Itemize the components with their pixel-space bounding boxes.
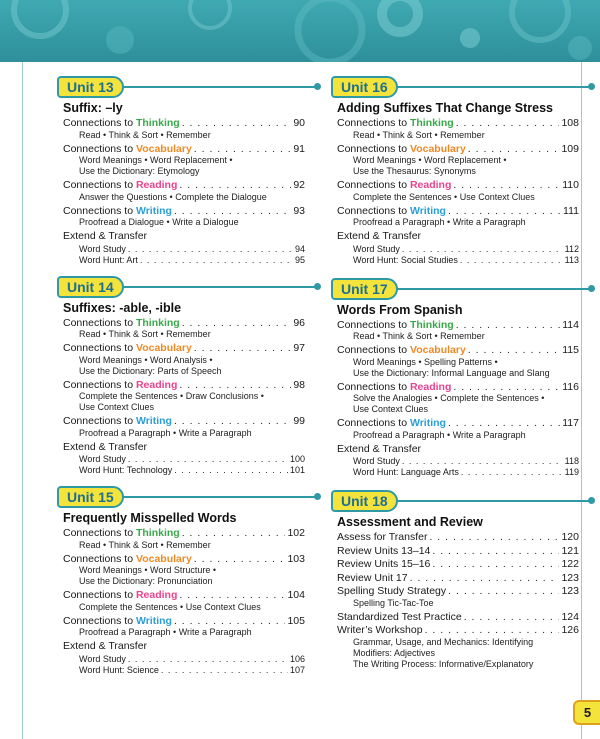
- toc-entry-description: Complete the Sentences • Use Context Clues: [79, 601, 261, 612]
- toc-entry-description: Use Context Clues: [353, 404, 429, 414]
- toc-entry[interactable]: [63, 527, 305, 540]
- unit-section: [63, 486, 305, 676]
- dot-leader: [174, 415, 291, 428]
- toc-entry-prefix: Word Hunt: Art: [79, 254, 138, 265]
- toc-entry-prefix: Connections to: [63, 316, 136, 329]
- toc-page-number: 122: [561, 558, 579, 570]
- toc-entry-prefix: Connections to: [63, 204, 136, 217]
- toc-entry-prefix: Connections to: [337, 417, 410, 429]
- toc-entry-prefix: Connections to: [337, 344, 410, 356]
- toc-page-number: 116: [562, 380, 579, 393]
- toc-entry-description: Read • Think & Sort • Remember: [79, 329, 211, 339]
- toc-entry-prefix: Connections to: [337, 142, 410, 155]
- toc-entry-description: Word Meanings • Spelling Patterns •: [353, 356, 498, 367]
- toc-entry-label: [337, 443, 421, 456]
- toc-entry[interactable]: [63, 205, 305, 218]
- dot-leader: [174, 465, 288, 476]
- toc-entry-description: Read • Think & Sort • Remember: [79, 129, 211, 140]
- dot-leader: [468, 143, 560, 156]
- toc-entry[interactable]: [63, 553, 305, 566]
- toc-entry[interactable]: [337, 443, 579, 456]
- toc-entry-prefix: Review Unit 17: [337, 571, 408, 584]
- toc-page-number: 96: [293, 316, 305, 329]
- toc-entry-prefix: Word Hunt: Science: [79, 664, 159, 675]
- toc-entry[interactable]: [63, 640, 305, 653]
- toc-entry-label: [79, 465, 172, 476]
- toc-entry-description: Read • Think & Sort • Remember: [353, 129, 485, 140]
- toc-page-number: 98: [293, 378, 305, 391]
- toc-entry[interactable]: [63, 589, 305, 602]
- toc-entry-prefix: Connections to: [63, 614, 136, 627]
- toc-entry-keyword: Vocabulary: [135, 342, 192, 354]
- unit-header-rule-end: [314, 83, 321, 90]
- toc-entry-description: Solve the Analogies • Complete the Sentences •: [353, 393, 545, 403]
- toc-entry-label: [63, 441, 147, 454]
- toc-page-number: 110: [562, 179, 579, 191]
- toc-subentry[interactable]: [337, 255, 579, 266]
- toc-subentry[interactable]: [63, 654, 305, 665]
- toc-entry-label: [337, 179, 451, 192]
- toc-entry-label: [353, 467, 459, 478]
- toc-page-number: 108: [561, 117, 579, 129]
- dot-leader: [128, 244, 293, 255]
- toc-subentry[interactable]: [63, 454, 305, 465]
- toc-entry-label: [337, 611, 462, 624]
- toc-entry-description: Modifiers: Adjectives: [353, 647, 436, 658]
- toc-entry-prefix: Standardized Test Practice: [337, 610, 462, 623]
- unit-header-rule-end: [588, 497, 595, 504]
- toc-entry[interactable]: [337, 624, 579, 637]
- dot-leader: [128, 654, 288, 665]
- toc-entry[interactable]: [63, 415, 305, 428]
- toc-entry-prefix: Spelling Study Strategy: [337, 585, 447, 597]
- toc-page-number: 119: [564, 467, 579, 477]
- right-column: [337, 76, 579, 672]
- toc-entry-label: [337, 624, 423, 637]
- toc-subentry[interactable]: [63, 465, 305, 476]
- toc-entry-description: Grammar, Usage, and Mechanics: Identifying: [353, 636, 534, 647]
- unit-header: [63, 276, 305, 298]
- dot-leader: [182, 527, 286, 540]
- unit-header-rule-end: [588, 83, 595, 90]
- toc-entry-prefix: Extend & Transfer: [337, 442, 422, 455]
- toc-page-number: 91: [293, 142, 305, 155]
- toc-entry-prefix: Extend & Transfer: [63, 230, 148, 242]
- toc-entry-label: [79, 665, 159, 676]
- toc-entry-label: [63, 117, 180, 130]
- dot-leader: [179, 589, 285, 602]
- toc-entry-label: [337, 230, 421, 243]
- toc-entry-prefix: Connections to: [63, 142, 136, 155]
- toc-entry-label: [337, 381, 451, 394]
- unit-section: [63, 76, 305, 266]
- toc-subentry[interactable]: [63, 255, 305, 266]
- toc-subentry[interactable]: [337, 456, 579, 467]
- toc-subentry[interactable]: [63, 244, 305, 255]
- toc-page-number: 121: [561, 544, 579, 557]
- toc-entry[interactable]: [337, 319, 579, 332]
- toc-entry-prefix: Assess for Transfer: [337, 531, 428, 543]
- toc-entry-prefix: Connections to: [63, 527, 136, 539]
- toc-entry-keyword: Vocabulary: [135, 142, 192, 155]
- toc-page-number: 105: [287, 614, 305, 627]
- unit-title: Words From Spanish: [337, 302, 463, 317]
- toc-entry[interactable]: [337, 205, 579, 218]
- unit-header-rule: [123, 86, 319, 88]
- toc-entry-description: Complete the Sentences • Use Context Clues: [353, 191, 535, 202]
- toc-entry-label: [63, 379, 177, 392]
- toc-entry-description: Read • Think & Sort • Remember: [353, 331, 485, 341]
- toc-entry-keyword: Reading: [409, 179, 452, 191]
- toc-entry-description: Word Meanings • Word Structure •: [79, 565, 217, 575]
- page-number-badge: 5: [573, 700, 600, 725]
- unit-header-rule: [397, 86, 593, 88]
- toc-entry[interactable]: [337, 417, 579, 430]
- toc-entry-prefix: Connections to: [63, 117, 136, 129]
- toc-entry-keyword: Writing: [135, 614, 172, 627]
- toc-page-number: 112: [564, 243, 579, 254]
- toc-page-number: 115: [562, 344, 579, 356]
- toc-subentry[interactable]: [63, 665, 305, 676]
- unit-header-rule-end: [314, 493, 321, 500]
- dot-leader: [464, 611, 560, 624]
- toc-entry[interactable]: [63, 342, 305, 355]
- toc-entry-prefix: Word Study: [353, 456, 400, 466]
- toc-entry-prefix: Extend & Transfer: [63, 640, 148, 652]
- toc-entry-prefix: Word Hunt: Technology: [79, 465, 173, 475]
- toc-entry-keyword: Reading: [409, 380, 452, 393]
- toc-entry-prefix: Review Units 15–16: [337, 558, 431, 570]
- toc-entry-label: [63, 230, 147, 243]
- toc-page-number: 111: [563, 204, 579, 217]
- toc-entry-prefix: Extend & Transfer: [63, 440, 148, 453]
- dot-leader: [429, 531, 559, 544]
- dot-leader: [174, 205, 291, 218]
- toc-entry-description: Use the Dictionary: Pronunciation: [79, 576, 213, 586]
- dot-leader: [194, 342, 292, 355]
- toc-entry-description: Proofread a Paragraph • Write a Paragraph: [79, 627, 252, 637]
- unit-header-rule-end: [314, 283, 321, 290]
- header-banner: [0, 0, 600, 62]
- left-column: [63, 76, 305, 676]
- dot-leader: [468, 344, 560, 357]
- toc-entry-label: [63, 589, 177, 602]
- toc-entry[interactable]: [63, 441, 305, 454]
- toc-entry-keyword: Writing: [409, 417, 446, 429]
- dot-leader: [453, 179, 560, 192]
- toc-entry[interactable]: [337, 143, 579, 156]
- toc-page-number: 114: [562, 318, 579, 331]
- toc-entry-label: [79, 454, 126, 465]
- unit-title: Adding Suffixes That Change Stress: [337, 101, 554, 115]
- toc-entry-label: [353, 244, 400, 255]
- dot-leader: [179, 179, 291, 192]
- toc-entry-description: Proofread a Paragraph • Write a Paragraph: [353, 429, 526, 440]
- toc-entry-description: Word Meanings • Word Replacement •: [353, 155, 507, 165]
- unit-header-rule: [397, 500, 593, 502]
- toc-entry-label: [79, 255, 138, 266]
- toc-entry-keyword: Reading: [135, 589, 178, 601]
- dot-leader: [174, 615, 286, 628]
- toc-entry-label: [337, 572, 408, 585]
- toc-entry[interactable]: [337, 611, 579, 624]
- toc-entry-description: Proofread a Paragraph • Write a Paragraph: [353, 217, 526, 227]
- toc-entry-prefix: Extend & Transfer: [337, 230, 422, 242]
- toc-entry-keyword: Vocabulary: [135, 552, 192, 565]
- unit-title: Suffixes: -able, -ible: [63, 300, 182, 315]
- toc-entry-label: [63, 179, 177, 192]
- dot-leader: [194, 143, 292, 156]
- toc-page-number: 93: [293, 204, 305, 217]
- toc-page-number: 106: [289, 653, 305, 664]
- dot-leader: [456, 117, 560, 130]
- toc-entry-prefix: Connections to: [63, 342, 136, 354]
- toc-entry-prefix: Word Study: [79, 653, 126, 664]
- toc-entry-keyword: Vocabulary: [409, 142, 466, 155]
- toc-entry[interactable]: [63, 143, 305, 156]
- toc-entry-description: Spelling Tic-Tac-Toe: [353, 597, 434, 608]
- toc-page-number: 118: [564, 456, 579, 466]
- toc-entry[interactable]: [337, 179, 579, 192]
- unit-header: [337, 76, 579, 98]
- toc-entry[interactable]: [337, 531, 579, 544]
- toc-entry-label: [63, 342, 192, 355]
- toc-entry-prefix: Writer’s Workshop: [337, 624, 423, 636]
- toc-entry-label: [337, 319, 454, 332]
- unit-header-rule: [123, 496, 319, 498]
- toc-entry[interactable]: [337, 117, 579, 130]
- toc-entry[interactable]: [63, 230, 305, 243]
- toc-entry-label: [63, 143, 192, 156]
- toc-entry[interactable]: [337, 230, 579, 243]
- dot-leader: [410, 572, 560, 585]
- toc-entry-keyword: Thinking: [409, 117, 454, 129]
- toc-entry[interactable]: [63, 615, 305, 628]
- toc-entry-keyword: Thinking: [135, 117, 180, 129]
- dot-leader: [194, 553, 286, 566]
- unit-header: [63, 486, 305, 508]
- toc-entry-label: [337, 417, 446, 430]
- toc-entry-prefix: Connections to: [337, 179, 410, 191]
- toc-entry-label: [337, 117, 454, 130]
- toc-entry[interactable]: [337, 344, 579, 357]
- toc-page-number: 94: [294, 243, 305, 254]
- toc-entry[interactable]: [337, 381, 579, 394]
- unit-tab: Unit 18: [331, 490, 398, 512]
- unit-tab: Unit 14: [57, 276, 124, 298]
- unit-section: [337, 490, 579, 672]
- dot-leader: [179, 379, 291, 392]
- dot-leader: [140, 255, 293, 266]
- unit-header: [337, 278, 579, 300]
- toc-entry-prefix: Connections to: [63, 179, 136, 191]
- toc-entry-prefix: Connections to: [63, 415, 136, 427]
- unit-section: [337, 76, 579, 266]
- toc-page-number: 97: [293, 342, 305, 354]
- dot-leader: [182, 117, 292, 130]
- unit-section: [337, 278, 579, 479]
- dot-leader: [448, 585, 559, 598]
- toc-page-number: 113: [564, 254, 579, 265]
- toc-entry-description: Use Context Clues: [79, 402, 155, 412]
- toc-entry-prefix: Review Units 13–14: [337, 544, 431, 557]
- toc-entry-prefix: Connections to: [63, 552, 136, 565]
- toc-page-number: 123: [561, 571, 579, 584]
- toc-entry-description: Use the Dictionary: Informal Language and Slang: [353, 367, 550, 378]
- toc-page-number: 102: [287, 527, 305, 539]
- dot-leader: [128, 454, 288, 465]
- toc-entry-label: [79, 244, 126, 255]
- toc-entry-label: [63, 640, 147, 653]
- unit-header: [337, 490, 579, 512]
- toc-entry-label: [63, 527, 180, 540]
- toc-page-number: 126: [561, 624, 579, 636]
- bubble-pattern-decoration: [0, 0, 600, 62]
- toc-page: [22, 62, 582, 739]
- toc-entry-label: [337, 205, 446, 218]
- toc-entry-prefix: Word Study: [79, 454, 126, 464]
- toc-page-number: 103: [287, 552, 305, 565]
- toc-entry-label: [337, 344, 466, 357]
- toc-entry[interactable]: [337, 572, 579, 585]
- dot-leader: [402, 456, 563, 467]
- toc-entry[interactable]: [337, 585, 579, 598]
- dot-leader: [448, 417, 560, 430]
- unit-title: Frequently Misspelled Words: [63, 511, 237, 525]
- toc-entry-keyword: Reading: [135, 179, 178, 191]
- toc-entry-description: Proofread a Dialogue • Write a Dialogue: [79, 217, 239, 227]
- toc-entry-description: Use the Thesaurus: Synonyms: [353, 166, 476, 176]
- toc-entry-description: Word Meanings • Word Analysis •: [79, 354, 213, 365]
- toc-entry-label: [337, 143, 466, 156]
- toc-entry-description: Proofread a Paragraph • Write a Paragraph: [79, 427, 252, 438]
- unit-tab: Unit 13: [57, 76, 124, 98]
- toc-page-number: 107: [289, 664, 305, 675]
- toc-entry-keyword: Writing: [135, 415, 172, 427]
- toc-page-number: 101: [289, 465, 305, 475]
- toc-entry-keyword: Thinking: [409, 318, 454, 331]
- toc-page-number: 92: [293, 179, 305, 191]
- toc-entry-prefix: Connections to: [63, 378, 136, 391]
- toc-entry-label: [79, 654, 126, 665]
- toc-entry-prefix: Connections to: [337, 318, 410, 331]
- dot-leader: [456, 319, 561, 332]
- toc-entry-description: The Writing Process: Informative/Explanatory: [353, 658, 534, 669]
- toc-entry-label: [337, 585, 446, 598]
- toc-entry-label: [337, 531, 427, 544]
- toc-entry-description: Complete the Sentences • Draw Conclusions •: [79, 391, 264, 401]
- toc-entry[interactable]: [63, 117, 305, 130]
- toc-entry-label: [337, 558, 430, 571]
- toc-page-number: 123: [561, 585, 579, 597]
- toc-entry-label: [337, 545, 430, 558]
- unit-header: [63, 76, 305, 98]
- dot-leader: [460, 255, 563, 266]
- toc-entry-label: [63, 415, 172, 428]
- toc-subentry[interactable]: [337, 244, 579, 255]
- toc-entry-keyword: Thinking: [135, 316, 180, 329]
- dot-leader: [432, 558, 559, 571]
- toc-entry-label: [63, 205, 172, 218]
- toc-entry-keyword: Vocabulary: [409, 344, 466, 356]
- toc-entry-label: [353, 255, 458, 266]
- dot-leader: [182, 317, 292, 330]
- toc-page-number: 104: [287, 589, 305, 601]
- dot-leader: [425, 624, 560, 637]
- toc-entry-description: Word Meanings • Word Replacement •: [79, 155, 233, 165]
- toc-page-number: 109: [561, 142, 579, 155]
- toc-entry-prefix: Connections to: [337, 380, 410, 393]
- toc-entry-prefix: Word Hunt: Social Studies: [353, 254, 458, 265]
- unit-tab: Unit 16: [331, 76, 398, 98]
- unit-title: Suffix: –ly: [63, 101, 123, 115]
- toc-entry-label: [63, 615, 172, 628]
- toc-subentry[interactable]: [337, 467, 579, 478]
- toc-page-number: 100: [289, 454, 305, 464]
- dot-leader: [402, 244, 563, 255]
- toc-entry-keyword: Writing: [409, 204, 446, 217]
- toc-entry-keyword: Writing: [135, 204, 172, 217]
- unit-section: [63, 276, 305, 477]
- toc-entry-label: [353, 456, 400, 467]
- toc-entry-prefix: Word Study: [353, 243, 400, 254]
- entry-spacer: [337, 670, 579, 672]
- toc-page-number: 117: [562, 417, 579, 429]
- toc-entry-description: Read • Think & Sort • Remember: [79, 539, 211, 550]
- toc-entry[interactable]: [337, 545, 579, 558]
- toc-entry[interactable]: [63, 317, 305, 330]
- toc-entry-keyword: Reading: [135, 378, 178, 391]
- toc-entry-description: Answer the Questions • Complete the Dialogue: [79, 191, 267, 202]
- toc-entry-prefix: Connections to: [337, 117, 410, 129]
- unit-header-rule-end: [588, 285, 595, 292]
- unit-tab: Unit 17: [331, 278, 398, 300]
- toc-page-number: 90: [293, 117, 305, 129]
- toc-entry[interactable]: [63, 179, 305, 192]
- toc-entry[interactable]: [63, 379, 305, 392]
- toc-page-number: 99: [293, 415, 305, 427]
- toc-entry-description: Use the Dictionary: Parts of Speech: [79, 365, 222, 376]
- toc-entry-prefix: Word Study: [79, 243, 126, 254]
- dot-leader: [432, 545, 559, 558]
- dot-leader: [453, 381, 560, 394]
- toc-entry-label: [63, 553, 192, 566]
- unit-header-rule: [123, 286, 319, 288]
- unit-header-rule: [397, 288, 593, 290]
- dot-leader: [461, 467, 563, 478]
- unit-title: Assessment and Review: [337, 515, 483, 529]
- toc-entry-prefix: Connections to: [63, 589, 136, 601]
- toc-entry-keyword: Thinking: [135, 527, 180, 539]
- dot-leader: [161, 665, 288, 676]
- toc-entry[interactable]: [337, 558, 579, 571]
- dot-leader: [448, 205, 561, 218]
- toc-page-number: 95: [294, 254, 305, 265]
- toc-page-number: 124: [561, 610, 579, 623]
- unit-tab: Unit 15: [57, 486, 124, 508]
- toc-page-number: 120: [561, 531, 579, 543]
- toc-entry-description: Use the Dictionary: Etymology: [79, 166, 200, 176]
- toc-entry-prefix: Connections to: [337, 204, 410, 217]
- toc-entry-prefix: Word Hunt: Language Arts: [353, 467, 459, 477]
- toc-entry-label: [63, 317, 180, 330]
